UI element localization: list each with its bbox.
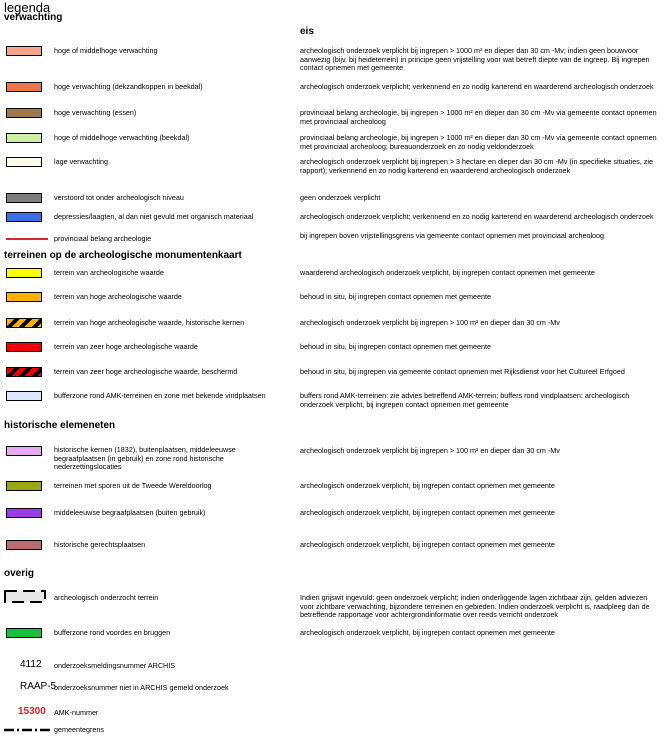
swatch-gerechtsplaatsen xyxy=(6,540,42,550)
swatch-zeer-hoge-waarde-beschermd xyxy=(6,367,42,377)
legend-label: middeleeuwse begraafplaatsen (buiten gebruik) xyxy=(54,508,206,517)
legend-label: historische kernen (1832), buitenplaatsen, middeleeuwse begraafplaatsen (in gebruik) en zone rond historische nederzettingslocaties xyxy=(54,445,236,472)
requirement-text: archeologisch onderzoek verplicht bij ingrepen > 100 m² en dieper dan 30 cm -Mv xyxy=(300,446,560,455)
swatch-voordes-bruggen xyxy=(6,628,42,638)
requirement-text: behoud in situ, bij ingrepen via gemeente contact opnemen met Rijksdienst voor het Cultureel Erfgoed xyxy=(300,367,625,376)
section-heading-overig: overig xyxy=(4,568,35,579)
legend-label: terrein van hoge archeologische waarde, historische kernen xyxy=(54,318,245,327)
swatch-hoge-archeologische-waarde xyxy=(6,292,42,302)
swatch-lage-verwachting xyxy=(6,157,42,167)
legend-label: terrein van hoge archeologische waarde xyxy=(54,292,182,301)
legend-label: verstoord tot onder archeologisch niveau xyxy=(54,193,184,202)
requirement-text: archeologisch onderzoek verplicht; verkennend en zo nodig karterend en waarderend archeologisch onderzoek xyxy=(300,82,654,91)
requirement-text: geen onderzoek verplicht xyxy=(300,193,381,202)
requirement-text: behoud in situ, bij ingrepen contact opnemen met gemeente xyxy=(300,292,491,301)
swatch-hoge-waarde-historische-kernen xyxy=(6,318,42,328)
heading-verwachting: verwachting xyxy=(4,12,63,23)
legend-label: terrein van zeer hoge archeologische waarde xyxy=(54,342,198,351)
swatch-historische-kernen xyxy=(6,446,42,456)
legend-label: archeologisch onderzocht terrein xyxy=(54,593,159,602)
legend-label: provinciaal belang archeologie xyxy=(54,234,152,243)
swatch-beekdal xyxy=(6,133,42,143)
section-heading-amk: terreinen op de archeologische monumentenkaart xyxy=(4,250,242,261)
requirement-text: provinciaal belang archeologie, bij ingrepen > 1000 m² en dieper dan 30 cm -Mv via gemeente contact opnemen met provinciaal archeoloog; bureauonderzoek en zo nodig veldonderzoek xyxy=(300,133,657,151)
requirement-text: archeologisch onderzoek verplicht, bij ingrepen contact opnemen met gemeente xyxy=(300,628,555,637)
legend-label: onderzoeksnummer niet in ARCHIS gemeld onderzoek xyxy=(54,683,229,692)
requirement-text: waarderend archeologisch onderzoek verplicht, bij ingrepen contact opnemen met gemeente xyxy=(300,268,595,277)
legend-label: hoge of middelhoge verwachting xyxy=(54,46,158,55)
swatch-dekzandkoppen xyxy=(6,82,42,92)
gemeentegrens-line xyxy=(4,726,50,734)
legend-label: terreinen met sporen uit de Tweede Wereldoorlog xyxy=(54,481,212,490)
swatch-onderzocht-terrein xyxy=(4,590,48,604)
requirement-text: buffers rond AMK-terreinen: zie advies betreffend AMK-terrein; buffers rond vindplaatsen: archeologisch onderzoek verplicht, bij ingrepen contact opnemen met gemeente xyxy=(300,391,630,409)
legend-label: lage verwachting xyxy=(54,157,108,166)
line-provinciaal-belang xyxy=(6,238,48,240)
heading-eis: eis xyxy=(300,26,314,37)
swatch-archeologische-waarde xyxy=(6,268,42,278)
swatch-depressies xyxy=(6,212,42,222)
requirement-text: archeologisch onderzoek verplicht; verkennend en zo nodig karterend en waarderend archeologisch onderzoek xyxy=(300,212,654,221)
legend-label: hoge verwachting (dekzandkoppen in beekdal) xyxy=(54,82,203,91)
swatch-bufferzone-amk xyxy=(6,391,42,401)
archis-number-sample: 4112 xyxy=(20,659,42,670)
swatch-verstoord xyxy=(6,193,42,203)
requirement-text: archeologisch onderzoek verplicht bij ingrepen > 1000 m² en dieper dan 30 cm -Mv; indien geen bouwvoor aanwezig (bijv. bij heideterrein) in principe geen vrijstelling voor wat betreft diepte van de ingreep. Bij ingrepen contact opnemen met gemeente xyxy=(300,46,650,73)
legend-label: AMK-nummer xyxy=(54,708,99,717)
requirement-text: archeologisch onderzoek verplicht, bij ingrepen contact opnemen met gemeente xyxy=(300,508,555,517)
legend-label: terrein van archeologische waarde xyxy=(54,268,164,277)
legend-label: hoge of middelhoge verwachting (beekdal) xyxy=(54,133,190,142)
legend-label: hoge verwachting (essen) xyxy=(54,108,137,117)
requirement-text: behoud in situ, bij ingrepen contact opnemen met gemeente xyxy=(300,342,491,351)
requirement-text: archeologisch onderzoek verplicht bij ingrepen > 100 m² en dieper dan 30 cm -Mv xyxy=(300,318,560,327)
swatch-essen xyxy=(6,108,42,118)
section-heading-historisch: historische elemeneten xyxy=(4,420,116,431)
swatch-tweede-wereldoorlog xyxy=(6,481,42,491)
requirement-text: archeologisch onderzoek verplicht bij ingrepen > 3 hectare en dieper dan 30 cm -Mv (in specifieke situaties, zie rapport); verkennend en zo nodig karterend en waarderend archeologisch onderzoek xyxy=(300,157,653,175)
legend-label: gemeentegrens xyxy=(54,725,104,734)
raap-number-sample: RAAP-5 xyxy=(20,681,57,692)
swatch-hoge-middelhoge-verwachting xyxy=(6,46,42,56)
swatch-middeleeuwse-begraafplaatsen xyxy=(6,508,42,518)
legend-label: terrein van zeer hoge archeologische waarde, beschermd xyxy=(54,367,238,376)
legend-label: bufferzone rond AMK-terreinen en zone met bekende vindplaatsen xyxy=(54,391,266,400)
requirement-text: bij ingrepen boven vrijstellingsgrens via gemeente contact opnemen met provinciaal archeoloog xyxy=(300,231,605,240)
legend-label: depressies/laagten, al dan niet gevuld met organisch materiaal xyxy=(54,212,254,221)
requirement-text: archeologisch onderzoek verplicht, bij ingrepen contact opnemen met gemeente xyxy=(300,540,555,549)
requirement-text: Indien grijswit ingevuld: geen onderzoek verplicht; indien onderliggende lagen zichtbaar zijn, gelden adviezen voor zichtbare verwachting, bijzondere terreinen en gebieden. Indien onderzoek verplicht is, raadpleeg dan de betreffende rapportage voor achtergrondinformatie over reeds verricht onderzoek xyxy=(300,593,650,620)
requirement-text: archeologisch onderzoek verplicht, bij ingrepen contact opnemen met gemeente xyxy=(300,481,555,490)
legend-label: historische gerechtsplaatsen xyxy=(54,540,146,549)
legend-label: onderzoeksmeldingsnummer ARCHIS xyxy=(54,661,176,670)
amk-number-sample: 15300 xyxy=(18,706,46,717)
legend-title: legenda xyxy=(4,0,51,15)
swatch-zeer-hoge-waarde xyxy=(6,342,42,352)
requirement-text: provinciaal belang archeologie, bij ingrepen > 1000 m² en dieper dan 30 cm -Mv via gemeente contact opnemen met provinciaal archeoloog xyxy=(300,108,657,126)
legend-label: bufferzone rond voordes en bruggen xyxy=(54,628,171,637)
